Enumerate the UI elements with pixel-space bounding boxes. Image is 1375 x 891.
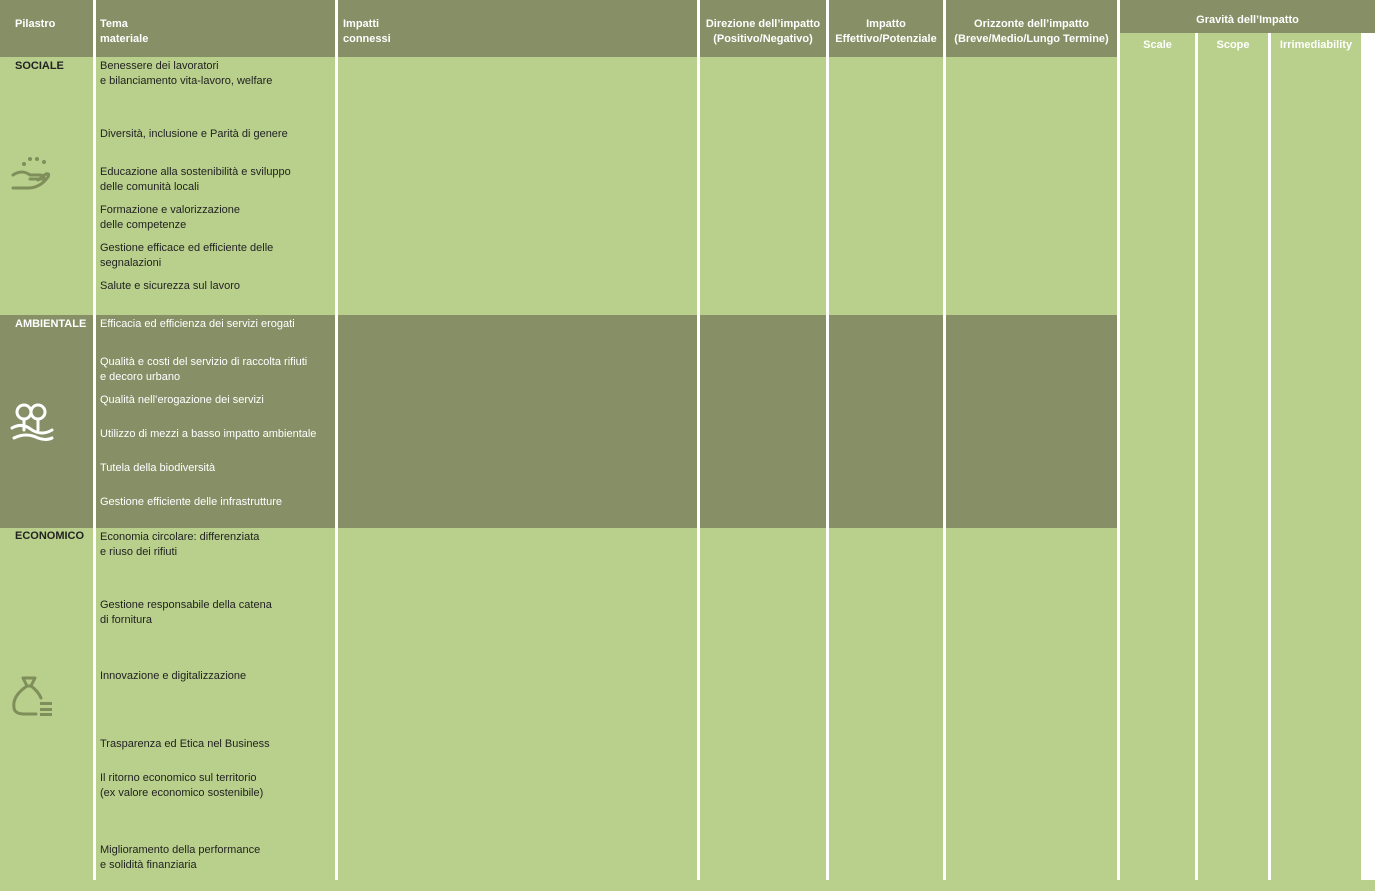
header-direction (700, 0, 826, 57)
header-theme (96, 0, 335, 57)
pillar-ambientale: AMBIENTALE (15, 318, 87, 330)
header-horizon-line1: Orizzonte dell’impatto (974, 18, 1089, 30)
column-separator (697, 0, 700, 880)
theme-line1: Tutela della biodiversità (100, 462, 216, 474)
pillar-sociale: SOCIALE (15, 60, 64, 72)
theme-cell (100, 427, 332, 442)
theme-cell (100, 279, 332, 294)
theme-cell (100, 843, 332, 873)
theme-line1: Trasparenza ed Etica nel Business (100, 738, 270, 750)
trees-landscape-icon (10, 402, 54, 442)
theme-cell (100, 461, 332, 476)
header-theme-line2: materiale (100, 33, 149, 45)
header-scale: Scale (1120, 33, 1195, 57)
theme-line1: Diversità, inclusione e Parità di genere (100, 128, 288, 140)
header-irremediability: Irrimediability (1271, 33, 1361, 57)
column-separator (1268, 33, 1271, 880)
money-bag-icon (8, 672, 56, 718)
theme-line2: delle competenze (100, 219, 187, 231)
header-type (829, 0, 943, 57)
bottom-strip (0, 880, 1375, 891)
hand-with-seeds-icon (10, 155, 54, 197)
column-separator (826, 0, 829, 880)
theme-line1: Il ritorno economico sul territorio (100, 772, 257, 784)
theme-line2: di fornitura (100, 614, 152, 626)
theme-line1: Qualità nell’erogazione dei servizi (100, 394, 264, 406)
theme-line1: Benessere dei lavoratori (100, 60, 219, 72)
theme-line1: Formazione e valorizzazione (100, 204, 241, 216)
theme-line1: Salute e sicurezza sul lavoro (100, 280, 241, 292)
theme-cell (100, 771, 332, 801)
header-severity-label: Gravità dell’Impatto (1196, 14, 1299, 26)
theme-line2: e bilanciamento vita-lavoro, welfare (100, 75, 273, 87)
theme-cell (100, 669, 332, 684)
pillar-economico: ECONOMICO (15, 530, 85, 542)
theme-line1: Miglioramento della performance (100, 844, 261, 856)
theme-cell (100, 203, 332, 233)
header-pillar-label: Pilastro (15, 18, 56, 30)
theme-cell (100, 530, 332, 560)
theme-line2: e decoro urbano (100, 371, 181, 383)
theme-cell (100, 59, 332, 89)
theme-cell (100, 127, 332, 142)
header-theme-line1: Tema (100, 18, 128, 30)
theme-line1: Educazione alla sostenibilità e sviluppo (100, 166, 291, 178)
theme-cell (100, 393, 332, 408)
header-impacts-line1: Impatti (343, 18, 380, 30)
theme-line1: Economia circolare: differenziata (100, 531, 260, 543)
header-impacts (338, 0, 697, 57)
theme-cell (100, 165, 332, 195)
column-separator (1117, 0, 1120, 880)
theme-cell (100, 495, 332, 510)
theme-cell (100, 598, 332, 628)
header-impacts-line2: connessi (343, 33, 391, 45)
column-separator (1361, 33, 1375, 880)
theme-line2: e riuso dei rifiuti (100, 546, 178, 558)
theme-cell (100, 241, 332, 271)
theme-line1: Innovazione e digitalizzazione (100, 670, 247, 682)
theme-cell (100, 317, 332, 332)
header-type-line2: Effettivo/Potenziale (835, 33, 937, 45)
header-horizon-line2: (Breve/Medio/Lungo Termine) (954, 33, 1109, 45)
theme-line1: Qualità e costi del servizio di raccolta rifiuti (100, 356, 308, 368)
theme-line2: segnalazioni (100, 257, 162, 269)
theme-line2: (ex valore economico sostenibile) (100, 787, 264, 799)
header-scope: Scope (1198, 33, 1268, 57)
header-direction-line1: Direzione dell’impatto (705, 18, 821, 30)
header-pillar (0, 0, 93, 57)
theme-line1: Efficacia ed efficienza dei servizi erogati (100, 318, 295, 330)
header-horizon (946, 0, 1117, 57)
header-type-line1: Impatto (866, 18, 906, 30)
theme-line2: delle comunità locali (100, 181, 200, 193)
theme-cell (100, 355, 332, 385)
theme-line1: Gestione responsabile della catena (100, 599, 272, 611)
theme-cell (100, 737, 332, 752)
column-separator (943, 0, 946, 880)
column-separator (93, 0, 96, 880)
column-separator (335, 0, 338, 880)
theme-line1: Utilizzo di mezzi a basso impatto ambientale (100, 428, 317, 440)
theme-line1: Gestione efficiente delle infrastrutture (100, 496, 283, 508)
theme-line2: e solidità finanziaria (100, 859, 197, 871)
header-direction-line2: (Positivo/Negativo) (713, 33, 813, 45)
theme-line1: Gestione efficace ed efficiente delle (100, 242, 274, 254)
column-separator (1195, 33, 1198, 880)
